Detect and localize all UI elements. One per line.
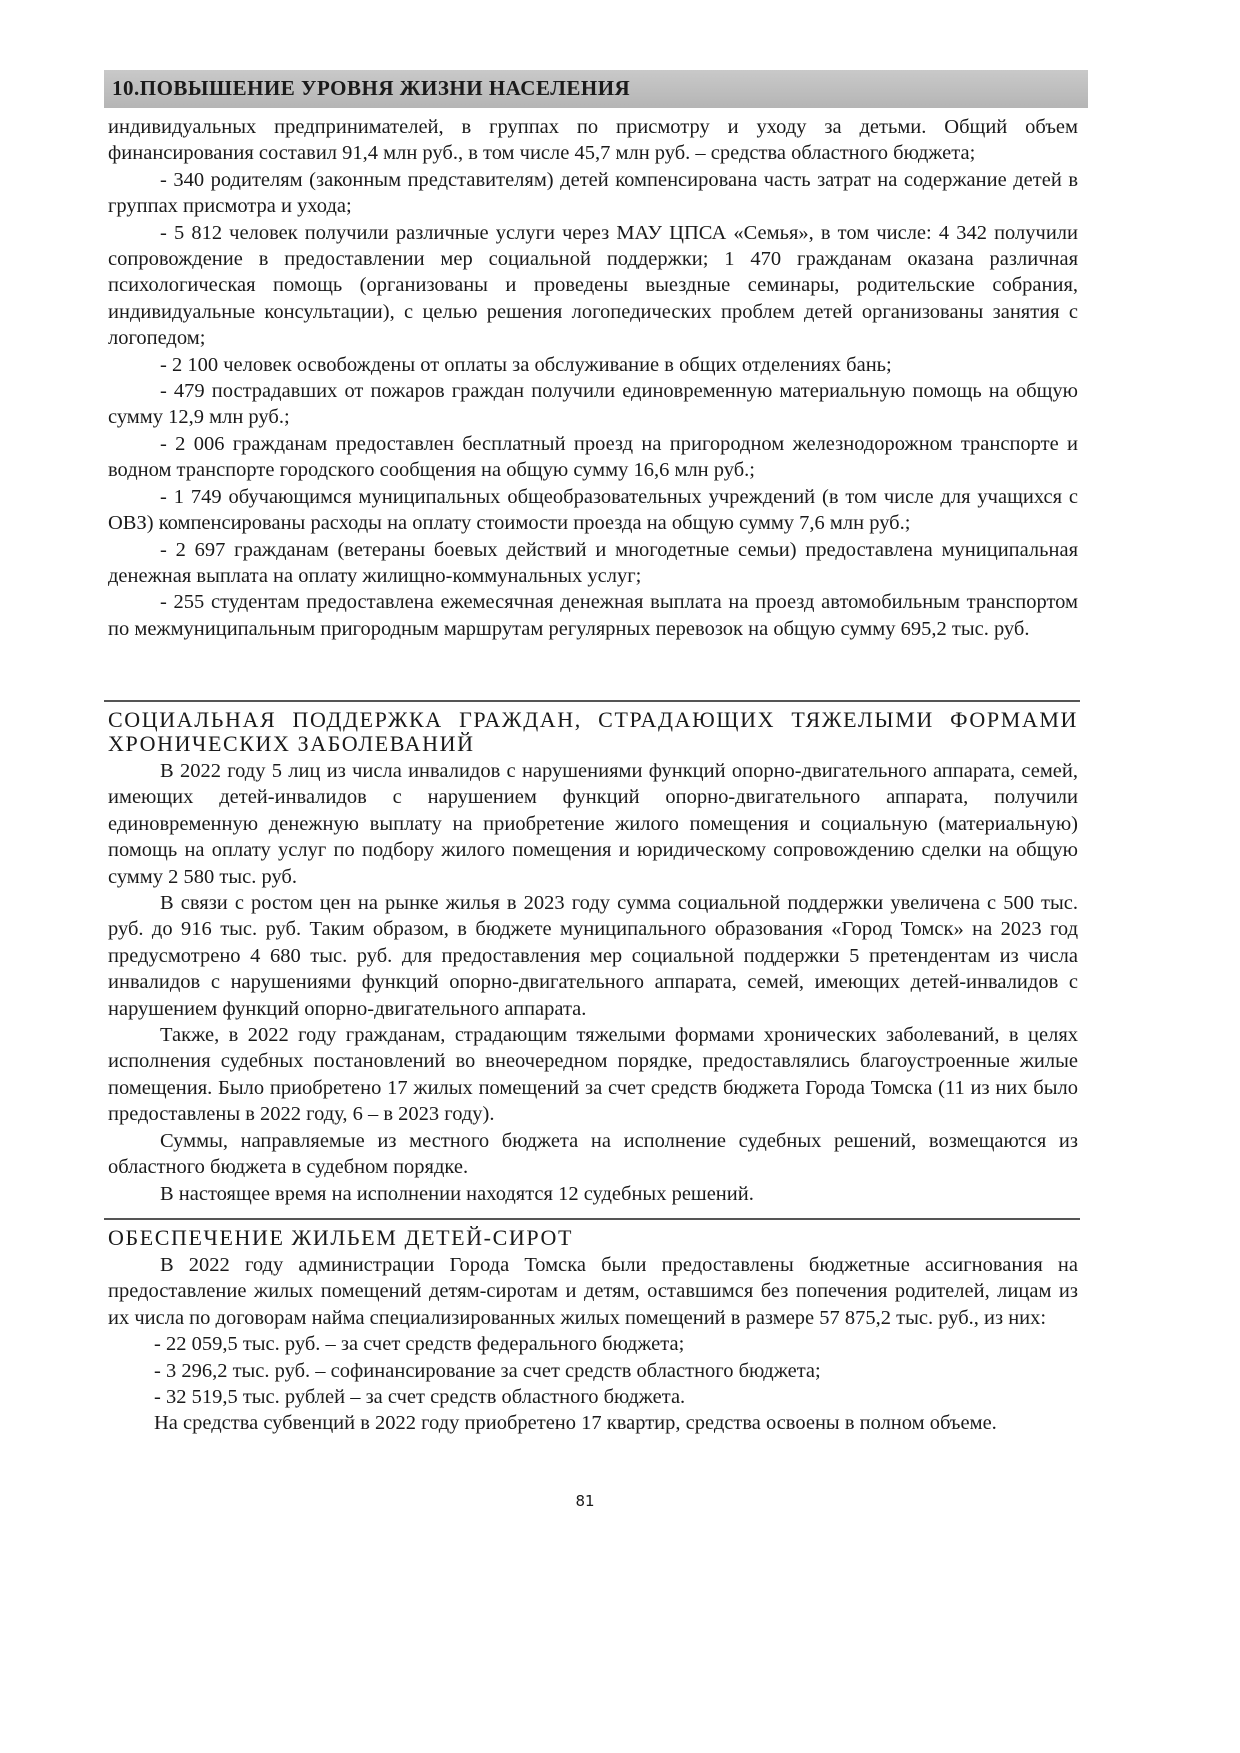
list-item: - 1 749 обучающимся муниципальных общеобразовательных учреждений (в том числе для учащихся с ОВЗ) компенсированы расходы на оплату стоимости проезда на общую сумму 7,6 млн руб.;	[108, 485, 1078, 535]
section-heading: ОБЕСПЕЧЕНИЕ ЖИЛЬЕМ ДЕТЕЙ-СИРОТ	[108, 1225, 573, 1250]
paragraph: На средства субвенций в 2022 году приобретено 17 квартир, средства освоены в полном объеме.	[154, 1412, 997, 1435]
section-orphan-housing	[108, 1226, 1078, 1437]
paragraph: индивидуальных предпринимателей, в группах по присмотру и уходу за детьми. Общий объем финансирования составил 91,4 млн руб., в том числе 45,7 млн руб. – средства областного бюджета;	[108, 116, 1078, 165]
section-divider	[104, 700, 1080, 702]
chapter-header-bar	[104, 70, 1088, 108]
paragraph: В настоящее время на исполнении находятся 12 судебных решений.	[160, 1182, 754, 1205]
list-item: - 2 697 гражданам (ветераны боевых действий и многодетные семьи) предоставлена муниципальная денежная выплата на оплату жилищно-коммунальных услуг;	[108, 538, 1078, 587]
list-item: - 255 студентам предоставлена ежемесячная денежная выплата на проезд автомобильным транспортом по межмуниципальным пригородным маршрутам регулярных перевозок на общую сумму 695,2 тыс. руб.	[108, 591, 1078, 640]
list-item: - 5 812 человек получили различные услуги через МАУ ЦПСА «Семья», в том числе: 4 342 получили сопровождение в предоставлении мер социальной поддержки; 1 470 гражданам оказана различная психологическая помощь (организованы и проведены выездные семинары, родительские собрания, индивидуальные консультации), с целью решения логопедических проблем детей организованы занятия с логопедом;	[108, 221, 1078, 350]
list-item: - 2 100 человек освобождены от оплаты за обслуживание в общих отделениях бань;	[160, 353, 892, 376]
paragraph: В 2022 году 5 лиц из числа инвалидов с нарушениями функций опорно-двигательного аппарата, семей, имеющих детей-инвалидов с нарушением функций опорно-двигательного аппарата, получили единовременную денежную выплату на приобретение жилого помещения и социальную (материальную) помощь на оплату услуг по подбору жилого помещения и юридическому сопровождению сделки на общую сумму 2 580 тыс. руб.	[108, 760, 1078, 888]
list-item: - 22 059,5 тыс. руб. – за счет средств федерального бюджета;	[154, 1333, 685, 1356]
list-item: - 32 519,5 тыс. рублей – за счет средств областного бюджета.	[154, 1386, 686, 1409]
paragraph: В 2022 году администрации Города Томска были предоставлены бюджетные ассигнования на предоставление жилых помещений детям-сиротам и детям, оставшимся без попечения родителей, лицам из их числа по договорам найма специализированных жилых помещений в размере 57 875,2 тыс. руб., из них:	[108, 1254, 1078, 1329]
page-number: 81	[575, 1492, 595, 1510]
list-item: - 3 296,2 тыс. руб. – софинансирование за счет средств областного бюджета;	[154, 1359, 821, 1382]
paragraph: Суммы, направляемые из местного бюджета на исполнение судебных решений, возмещаются из областного бюджета в судебном порядке.	[108, 1129, 1078, 1179]
section-chronic-disease-support	[108, 708, 1078, 1207]
list-item: - 2 006 гражданам предоставлен бесплатный проезд на пригородном железнодорожном транспорте и водном транспорте городского сообщения на общую сумму 16,6 млн руб.;	[108, 432, 1078, 482]
paragraph: В связи с ростом цен на рынке жилья в 2023 году сумма социальной поддержки увеличена с 500 тыс. руб. до 916 тыс. руб. Таким образом, в бюджете муниципального образования «Город Томск» на 2023 год предусмотрено 4 680 тыс. руб. для предоставления мер социальной поддержки 5 претендентам из числа инвалидов с нарушениями функций опорно-двигательного аппарата, семей, имеющих детей-инвалидов с нарушением функций опорно-двигательного аппарата.	[108, 892, 1078, 1020]
section-heading: СОЦИАЛЬНАЯ ПОДДЕРЖКА ГРАЖДАН, СТРАДАЮЩИХ ТЯЖЕЛЫМИ ФОРМАМИ ХРОНИЧЕСКИХ ЗАБОЛЕВАНИЙ	[108, 707, 1078, 756]
section-divider	[104, 1218, 1080, 1220]
list-item: - 479 пострадавших от пожаров граждан получили единовременную материальную помощь на общую сумму 12,9 млн руб.;	[108, 380, 1078, 429]
chapter-title: 10.ПОВЫШЕНИЕ УРОВНЯ ЖИЗНИ НАСЕЛЕНИЯ	[112, 76, 631, 100]
paragraph: Также, в 2022 году гражданам, страдающим тяжелыми формами хронических заболеваний, в целях исполнения судебных постановлений во внеочередном порядке, предоставлялись благоустроенные жилые помещения. Было приобретено 17 жилых помещений за счет средств бюджета Города Томска (11 из них было предоставлены в 2022 году, 6 – в 2023 году).	[108, 1024, 1078, 1126]
list-item: - 340 родителям (законным представителям) детей компенсирована часть затрат на содержание детей в группах присмотра и ухода;	[108, 168, 1078, 218]
section-social-benefits-list	[108, 114, 1078, 642]
